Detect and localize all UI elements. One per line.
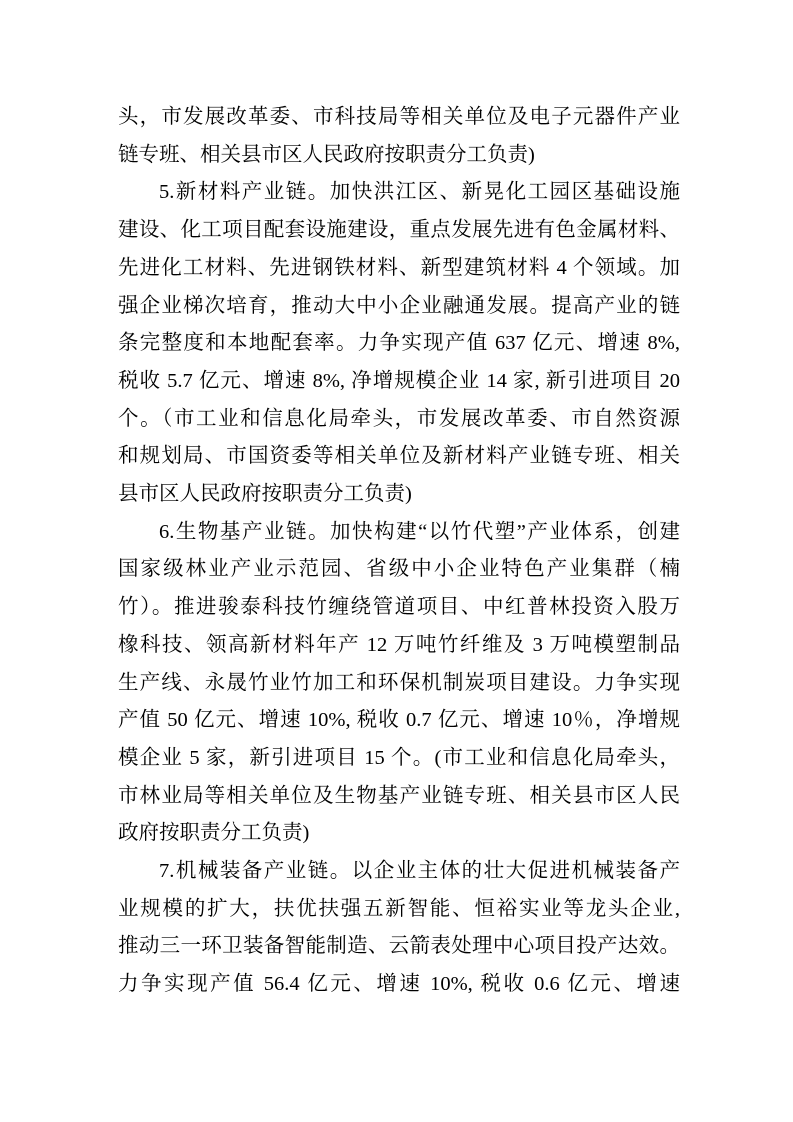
text-line: 7.机械装备产业链。以企业主体的壮大促进机械装备产: [159, 860, 680, 883]
text-line: 5.新材料产业链。加快洪江区、新晃化工园区基础设施: [159, 181, 680, 204]
text-line: 力争实现产值 56.4 亿元、增速 10%, 税收 0.6 亿元、增速: [118, 973, 680, 996]
text-line: 头，市发展改革委、市科技局等相关单位及电子元器件产业: [118, 106, 680, 128]
document-text-block: [118, 99, 680, 1004]
text-line: 产值 50 亿元、增速 10%, 税收 0.7 亿元、增速 10％，净增规: [118, 709, 680, 732]
text-line: 竹）。推进骏泰科技竹缠绕管道项目、中红普林投资入股万: [118, 596, 680, 619]
text-line: 先进化工材料、先进钢铁材料、新型建筑材料 4 个领域。加: [118, 256, 680, 279]
text-line: 税收 5.7 亿元、增速 8%, 净增规模企业 14 家, 新引进项目 20: [118, 369, 680, 392]
text-line: 橡科技、领高新材料年产 12 万吨竹纤维及 3 万吨模塑制品: [118, 633, 680, 656]
text-line: 国家级林业产业示范园、省级中小企业特色产业集群（楠: [118, 558, 680, 581]
text-line: 条完整度和本地配套率。力争实现产值 637 亿元、增速 8%,: [118, 332, 680, 355]
text-line: 县市区人民政府按职责分工负责): [118, 483, 412, 506]
text-line: 生产线、永晟竹业竹加工和环保机制炭项目建设。力争实现: [118, 671, 680, 694]
text-line: 业规模的扩大，扶优扶强五新智能、恒裕实业等龙头企业,: [118, 897, 680, 920]
text-line: 模企业 5 家，新引进项目 15 个。(市工业和信息化局牵头，: [118, 746, 680, 769]
text-line: 个。（市工业和信息化局牵头，市发展改革委、市自然资源: [118, 407, 680, 430]
text-line: 建设、化工项目配套设施建设，重点发展先进有色金属材料、: [118, 219, 680, 242]
text-line: 6.生物基产业链。加快构建“以竹代塑”产业体系，创建: [159, 520, 680, 543]
text-line: 市林业局等相关单位及生物基产业链专班、相关县市区人民: [118, 784, 680, 807]
text-line: 链专班、相关县市区人民政府按职责分工负责): [118, 143, 535, 166]
text-line: 推动三一环卫装备智能制造、云箭表处理中心项目投产达效。: [118, 935, 680, 958]
text-line: 强企业梯次培育，推动大中小企业融通发展。提高产业的链: [118, 294, 680, 317]
text-line: 和规划局、市国资委等相关单位及新材料产业链专班、相关: [118, 445, 680, 468]
text-line: 政府按职责分工负责): [118, 822, 310, 845]
